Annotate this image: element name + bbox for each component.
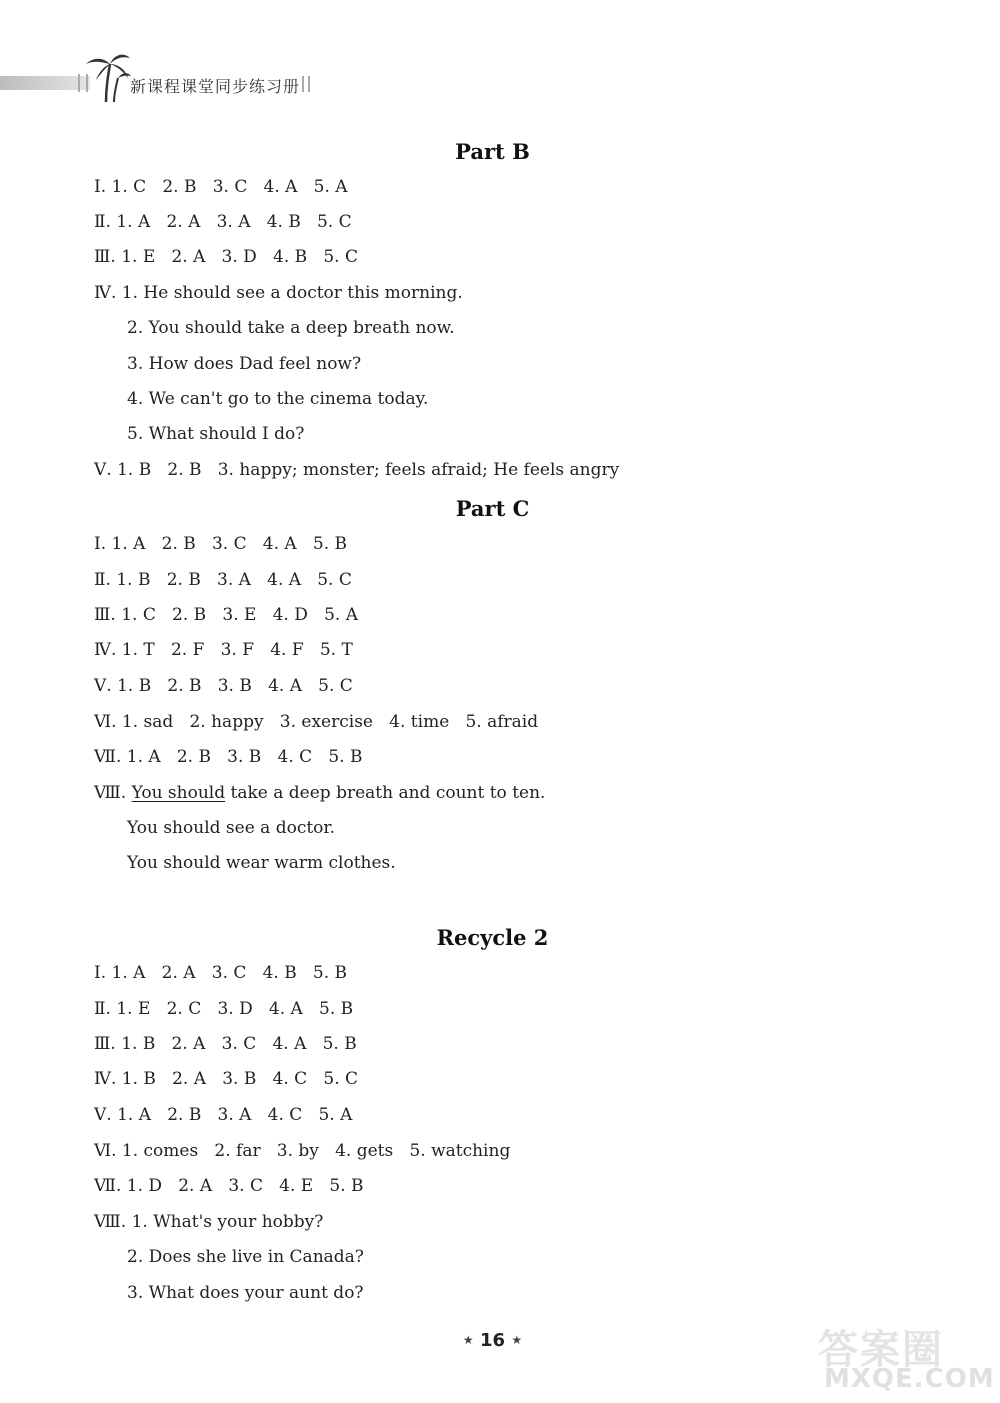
- answer-line: Ⅷ. 1. What's your hobby?: [94, 1212, 324, 1232]
- answer-line: Ⅰ. 1. A 2. B 3. C 4. A 5. B: [94, 534, 348, 554]
- answer-line: Ⅵ. 1. sad 2. happy 3. exercise 4. time 5. afraid: [94, 712, 539, 732]
- answer-line: Ⅵ. 1. comes 2. far 3. by 4. gets 5. watching: [94, 1141, 511, 1161]
- answer-rest: take a deep breath and count to ten.: [225, 783, 546, 803]
- heading-recycle-2: Recycle 2: [436, 925, 549, 950]
- header-title: 新课程课堂同步练习册: [130, 77, 301, 96]
- answer-line: 3. What does your aunt do?: [127, 1283, 364, 1303]
- header-tail-stripes: [302, 76, 310, 92]
- answer-line: 5. What should I do?: [127, 424, 305, 444]
- page-number: 16: [479, 1330, 506, 1351]
- answer-line: Ⅰ. 1. A 2. A 3. C 4. B 5. B: [94, 963, 348, 983]
- answer-line: Ⅴ. 1. B 2. B 3. happy; monster; feels afraid; He feels angry: [94, 460, 620, 480]
- heading-part-b: Part B: [455, 139, 530, 164]
- watermark-url: MXQE.COM: [824, 1364, 995, 1394]
- answer-line: You should see a doctor.: [127, 818, 336, 838]
- answer-line: Ⅱ. 1. B 2. B 3. A 4. A 5. C: [94, 570, 352, 590]
- watermark: [818, 1318, 995, 1398]
- answer-line: Ⅴ. 1. A 2. B 3. A 4. C 5. A: [94, 1105, 353, 1125]
- star-icon: ★: [511, 1333, 523, 1347]
- answer-line: Ⅱ. 1. A 2. A 3. A 4. B 5. C: [94, 212, 352, 232]
- answer-line: Ⅱ. 1. E 2. C 3. D 4. A 5. B: [94, 999, 354, 1019]
- roman-label: Ⅷ.: [94, 783, 127, 803]
- answer-line: Ⅳ. 1. B 2. A 3. B 4. C 5. C: [94, 1069, 359, 1089]
- answer-line: 2. You should take a deep breath now.: [127, 318, 455, 338]
- answer-line: Ⅴ. 1. B 2. B 3. B 4. A 5. C: [94, 676, 353, 696]
- answer-line: Ⅲ. 1. B 2. A 3. C 4. A 5. B: [94, 1034, 357, 1054]
- palm-tree-icon: [84, 50, 132, 104]
- watermark-logo-text: 答案圈: [818, 1327, 944, 1373]
- answer-line: Ⅰ. 1. C 2. B 3. C 4. A 5. A: [94, 177, 348, 197]
- answer-line: 3. How does Dad feel now?: [127, 354, 362, 374]
- answer-line: Ⅳ. 1. T 2. F 3. F 4. F 5. T: [94, 640, 353, 660]
- answer-line: Ⅲ. 1. C 2. B 3. E 4. D 5. A: [94, 605, 358, 625]
- underlined-phrase: You should: [131, 783, 226, 803]
- heading-part-c: Part C: [455, 496, 530, 521]
- answer-line: Ⅶ. 1. A 2. B 3. B 4. C 5. B: [94, 747, 363, 767]
- header-bar: [0, 76, 90, 90]
- answer-line: Ⅲ. 1. E 2. A 3. D 4. B 5. C: [94, 247, 358, 267]
- star-icon: ★: [462, 1333, 474, 1347]
- answer-line-viii: [94, 783, 545, 803]
- answer-line: 4. We can't go to the cinema today.: [127, 389, 429, 409]
- answer-line: Ⅳ. 1. He should see a doctor this morning.: [94, 283, 463, 303]
- page-header: [0, 62, 1000, 102]
- answer-line: 2. Does she live in Canada?: [127, 1247, 364, 1267]
- answer-line: You should wear warm clothes.: [127, 853, 396, 873]
- answer-line: Ⅶ. 1. D 2. A 3. C 4. E 5. B: [94, 1176, 364, 1196]
